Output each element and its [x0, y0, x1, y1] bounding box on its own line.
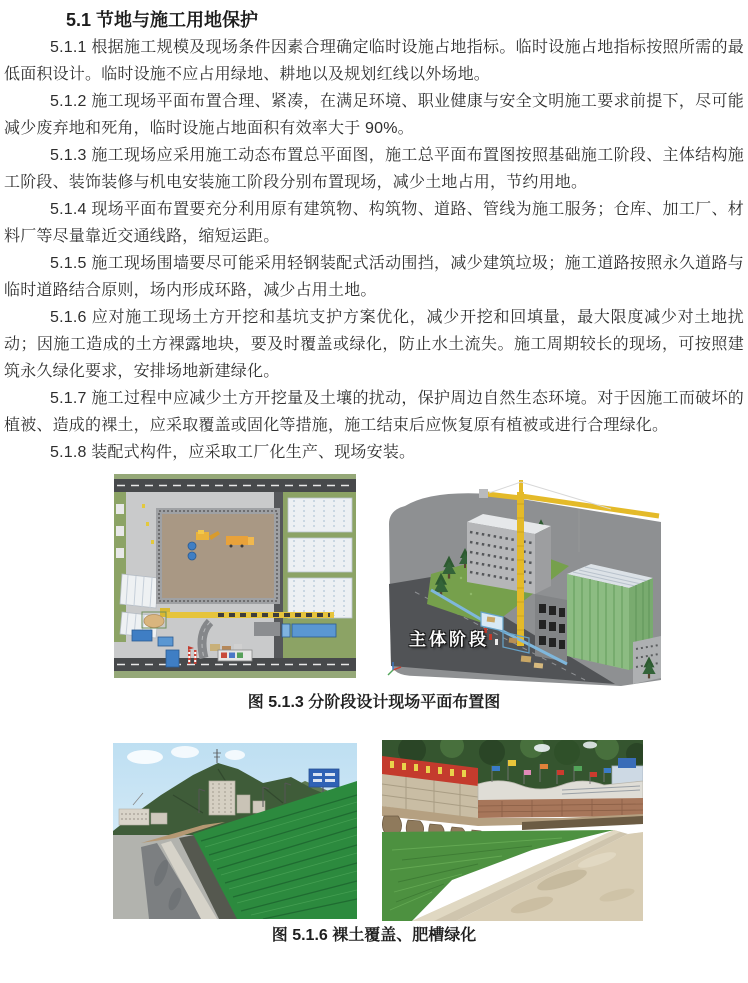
- covered-slope-photo: [113, 743, 357, 919]
- pit-edge-greening-photo: [382, 740, 643, 921]
- paragraph-5-1-3: 5.1.3 施工现场应采用施工动态布置总平面图，施工总平面布置图按照基础施工阶段、主体结构施工阶段、装饰装修与机电安装施工阶段分别布置现场，减少土地占用，节约用地。: [4, 147, 744, 191]
- paragraph-5-1-1: 5.1.1 根据施工规模及现场条件因素合理确定临时设施占地指标。临时设施占地指标按照所需的最低面积设计。临时设施不应占用绿地、耕地以及规划红线以外场地。: [4, 39, 744, 83]
- paragraph-5-1-6: 5.1.6 应对施工现场土方开挖和基坑支护方案优化，减少开挖和回填量，最大限度减少对土地扰动；因施工造成的土方裸露地块，要及时覆盖或绿化，防止水土流失。施工周期较长的现场，可按照建筑永久绿化要求，安排场地新建绿化。: [4, 309, 744, 380]
- site-plan-illustration: [114, 474, 356, 678]
- paragraph-5-1-2: 5.1.2 施工现场平面布置合理、紧凑，在满足环境、职业健康与安全文明施工要求前提下，尽可能减少废弃地和死角，临时设施占地面积有效率大于 90%。: [4, 93, 744, 137]
- figure-caption-5-1-3: 图 5.1.3 分阶段设计现场平面布置图: [247, 694, 501, 711]
- paragraph-5-1-7: 5.1.7 施工过程中应减少土方开挖量及土壤的扰动，保护周边自然生态环境。对于因施工而破坏的植被、造成的裸土，应采取覆盖或固化等措施，施工结束后应恢复原有植被或进行合理绿化。: [4, 390, 744, 434]
- paragraph-5-1-4: 5.1.4 现场平面布置要充分利用原有建筑物、构筑物、道路、管线为施工服务；仓库、加工厂、材料厂等尽量靠近交通线路，缩短运距。: [4, 201, 744, 245]
- site-plan-foundation-stage-image: [114, 474, 356, 678]
- covered-slope-illustration: [113, 743, 357, 919]
- section-title: 5.1 节地与施工用地保护: [66, 10, 259, 30]
- figure-row-site-layouts: [114, 466, 744, 688]
- figure-caption-5-1-6: 图 5.1.6 裸土覆盖、肥槽绿化: [271, 927, 477, 944]
- figure-row-greening-photos: [113, 740, 744, 921]
- pit-edge-greening-illustration: [382, 740, 643, 921]
- site-3d-illustration: [371, 466, 661, 688]
- site-3d-main-structure-stage-image: [371, 466, 661, 688]
- stage-label: 主体阶段: [409, 630, 489, 649]
- paragraph-5-1-8: 5.1.8 装配式构件，应采取工厂化生产、现场安装。: [50, 444, 416, 461]
- paragraph-5-1-5: 5.1.5 施工现场围墙要尽可能采用轻钢装配式活动围挡，减少建筑垃圾；施工道路按照永久道路与临时道路结合原则，场内形成环路，减少占用土地。: [4, 255, 744, 299]
